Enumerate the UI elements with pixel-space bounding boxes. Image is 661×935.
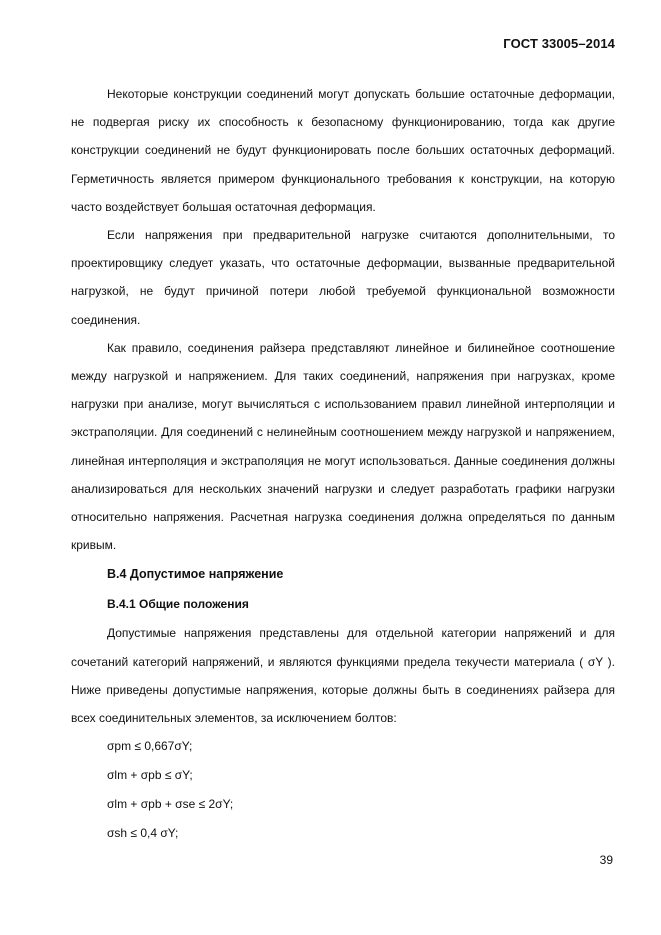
formula-3: σlm + σpb + σse ≤ 2σY;	[107, 796, 234, 811]
page-number: 39	[599, 853, 613, 867]
standard-header: ГОСТ 33005–2014	[503, 36, 615, 51]
document-body	[71, 80, 615, 847]
paragraph-2: Если напряжения при предварительной нагрузке считаются дополнительными, то проектировщику следует указать, что остаточные деформации, вызванные предварительной нагрузкой, не будут причиной потери любой требуемой функциональной возможности соединения.	[71, 228, 615, 327]
subsection-heading: В.4.1 Общие положения	[107, 597, 249, 612]
section-heading: В.4 Допустимое напряжение	[107, 567, 284, 582]
formula-1: σpm ≤ 0,667σY;	[107, 739, 193, 754]
formula-2: σlm + σpb ≤ σY;	[107, 768, 193, 783]
paragraph-1: Некоторые конструкции соединений могут допускать большие остаточные деформации, не подвергая риску их способность к безопасному функционированию, тогда как другие конструкции соединений не будут функционировать после больших остаточных деформаций. Герметичность является примером функционального требования к конструкции, на которую часто воздействует большая остаточная деформация.	[71, 87, 615, 214]
paragraph-4: Допустимые напряжения представлены для отдельной категории напряжений и для сочетаний категорий напряжений, и являются функциями предела текучести материала ( σY ). Ниже приведены допустимые напряжения, которые должны быть в соединениях райзера для всех соединительных элементов, за исключением болтов:	[71, 626, 615, 726]
formula-4: σsh ≤ 0,4 σY;	[107, 825, 179, 840]
paragraph-3: Как правило, соединения райзера представляют линейное и билинейное соотношение между нагрузкой и напряжением. Для таких соединений, напряжения при нагрузках, кроме нагрузки при анализе, могут вычисляться с использованием правил линейной интерполяции и экстраполяции. Для соединений с нелинейным соотношением между нагрузкой и напряжением, линейная интерполяция и экстраполяция не могут использоваться. Данные соединения должны анализироваться для нескольких значений нагрузки и следует разработать графики нагрузки относительно напряжения. Расчетная нагрузка соединения должна определяться по данным кривым.	[71, 340, 615, 553]
